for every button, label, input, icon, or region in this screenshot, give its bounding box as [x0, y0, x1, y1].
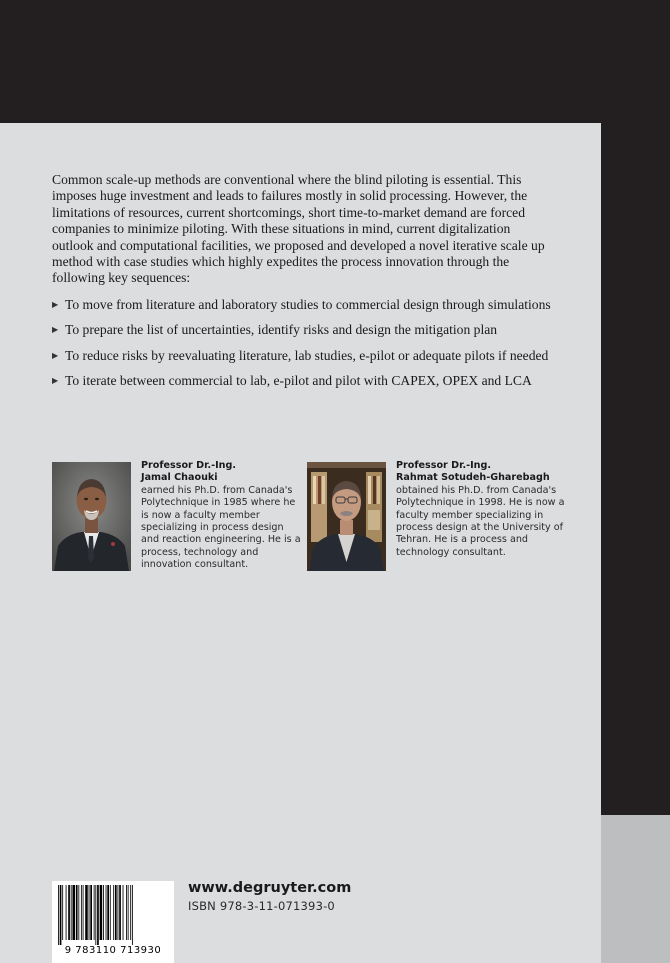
- barcode-bar: [81, 885, 82, 940]
- barcode-bar: [113, 885, 114, 940]
- spine-dark-band: [601, 123, 670, 815]
- publisher-website[interactable]: www.degruyter.com: [188, 880, 352, 896]
- author-name: Rahmat Sotudeh-Gharebagh: [396, 472, 550, 484]
- author-title: Professor Dr.-Ing.: [396, 460, 491, 471]
- barcode-bar: [94, 885, 95, 940]
- barcode-bar: [115, 885, 117, 940]
- barcode-bar: [123, 885, 124, 940]
- barcode-bar: [71, 885, 72, 940]
- list-item: ▶ To prepare the list of uncertainties, identify risks and design the mitigation plan: [52, 322, 498, 338]
- barcode-bar: [66, 885, 67, 940]
- barcode-bar: [119, 885, 121, 940]
- barcode-bar: [76, 885, 78, 940]
- list-item: ▶ To iterate between commercial to lab, e-pilot and pilot with CAPEX, OPEX and LCA: [52, 373, 532, 389]
- barcode-bar: [130, 885, 131, 940]
- author-name: Jamal Chaouki: [141, 472, 218, 484]
- bullet-arrow-icon: ▶: [52, 376, 59, 386]
- isbn-text: ISBN 978-3-11-071393-0: [188, 899, 335, 913]
- author-title: Professor Dr.-Ing.: [141, 460, 236, 471]
- key-sequences-list: [52, 297, 552, 399]
- barcode-bar: [126, 885, 127, 940]
- barcode-bar: [128, 885, 129, 940]
- barcode-bar: [106, 885, 107, 940]
- barcode-bar: [107, 885, 109, 940]
- barcode-bar: [118, 885, 119, 940]
- barcode-bar: [78, 885, 79, 940]
- barcode-bar: [103, 885, 104, 940]
- book-blurb: Common scale-up methods are conventional where the blind piloting is essential. This imposes huge investment and leads to failures mostly in solid processing. However, the limitations of resources, current shortcomings, short time-to-market demand are forced companies to minimize piloting. With these situations in mind, current digitalization outlook and computational facilities, we proposed and developed a novel iterative scale up method with case studies which highly expedites the process innovation through the following key sequences:: [52, 172, 545, 286]
- barcode-bar: [90, 885, 92, 940]
- barcode-bar: [100, 885, 103, 940]
- bullet-arrow-icon: ▶: [52, 325, 59, 335]
- barcode-bar: [110, 885, 111, 940]
- list-item: ▶ To reduce risks by reevaluating literature, lab studies, e-pilot or adequate pilots if needed: [52, 347, 549, 363]
- barcode-bar: [58, 885, 59, 945]
- author-photo: [52, 462, 131, 571]
- barcode-bar: [83, 885, 84, 940]
- spine-gray-band: [601, 815, 670, 963]
- barcode-bar: [97, 885, 99, 945]
- barcode-bar: [95, 885, 96, 945]
- author-bio: Professor Dr.-Ing. Rahmat Sotudeh-Gharebagh obtained his Ph.D. from Canada's Polytechnique in 1998. He is now a faculty member specializing in process design at the University of Tehran. He is a process and technology consultant.: [396, 460, 565, 558]
- bullet-arrow-icon: ▶: [52, 300, 59, 309]
- top-dark-band: [0, 0, 670, 123]
- author-photo: [307, 462, 386, 571]
- barcode-bar: [60, 885, 62, 945]
- barcode-bar: [132, 885, 133, 945]
- barcode-bar: [85, 885, 88, 940]
- author-bio: Professor Dr.-Ing. Jamal Chaouki earned his Ph.D. from Canada's Polytechnique in 1985 where he is now a faculty member specializing in process design and reaction engineering. He is a process, technology and innovation consultant.: [141, 460, 301, 571]
- barcode-bar: [68, 885, 70, 940]
- barcode-bars: [58, 885, 168, 945]
- barcode-digits: 9 783110 713930: [64, 945, 162, 956]
- isbn-barcode: [52, 881, 174, 963]
- bullet-arrow-icon: ▶: [52, 350, 59, 360]
- barcode-bar: [62, 885, 63, 940]
- list-item: ▶ To move from literature and laboratory studies to commercial design through simulations: [52, 297, 551, 312]
- barcode-bar: [89, 885, 90, 940]
- barcode-bar: [72, 885, 75, 940]
